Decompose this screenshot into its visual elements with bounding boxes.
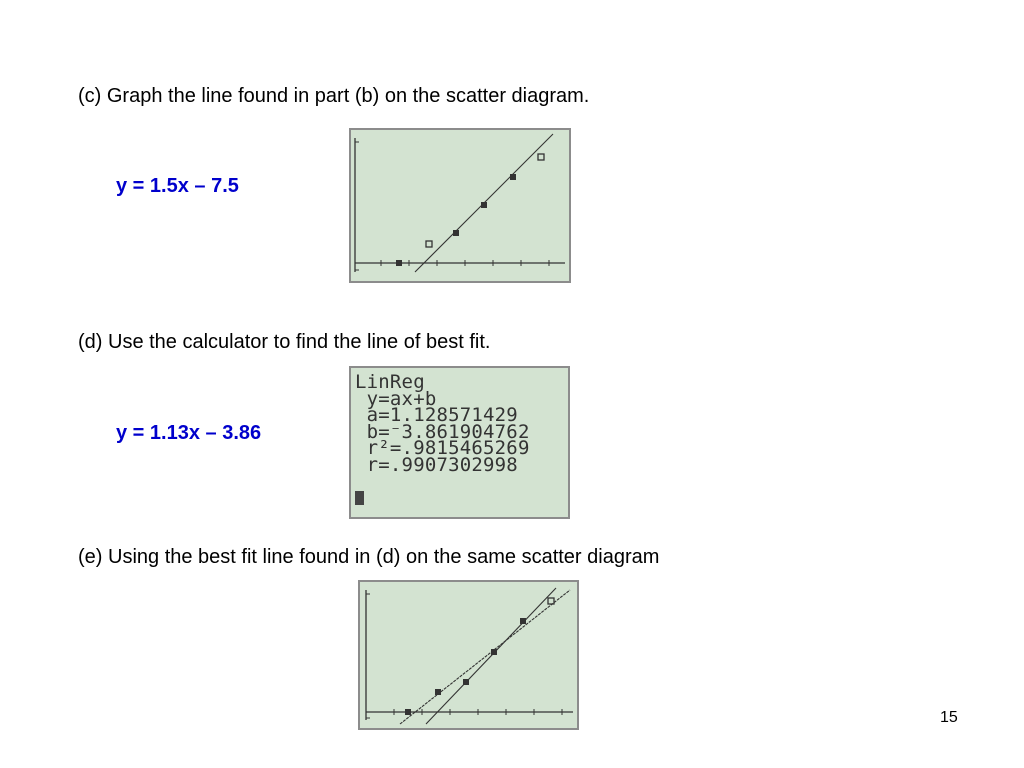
data-point xyxy=(453,230,459,236)
scatter-screen-e xyxy=(358,580,579,730)
linreg-r2: r²=.9815465269 xyxy=(355,437,530,459)
line-c xyxy=(426,588,556,724)
data-point-open xyxy=(548,598,554,604)
equation-d: y = 1.13x – 3.86 xyxy=(116,422,262,444)
part-c-text: (c) Graph the line found in part (b) on the scatter diagram. xyxy=(78,85,590,107)
page-number: 15 xyxy=(940,709,958,726)
linreg-r: r=.9907302998 xyxy=(355,453,518,476)
data-point-open xyxy=(538,154,544,160)
cursor-line xyxy=(355,491,568,508)
best-fit-line xyxy=(400,590,570,724)
linreg-title: LinReg xyxy=(355,371,425,393)
data-point xyxy=(491,649,497,655)
data-point xyxy=(481,202,487,208)
data-point-open xyxy=(426,241,432,247)
part-e-text: (e) Using the best fit line found in (d) on the same scatter diagram xyxy=(78,546,660,568)
linreg-b: b=⁻3.861904762 xyxy=(355,420,530,443)
data-point xyxy=(435,689,441,695)
data-point xyxy=(463,679,469,685)
equation-c: y = 1.5x – 7.5 xyxy=(116,175,239,197)
scatter-screen-c xyxy=(349,128,571,283)
part-d-text: (d) Use the calculator to find the line of best fit. xyxy=(78,331,491,353)
linreg-screen xyxy=(349,366,570,519)
data-point xyxy=(520,618,526,624)
scatter-plot-e xyxy=(360,582,577,728)
data-point xyxy=(405,709,411,715)
linreg-a: a=1.128571429 xyxy=(355,404,518,426)
data-point xyxy=(396,260,402,266)
data-point xyxy=(510,174,516,180)
linreg-model: y=ax+b xyxy=(355,387,437,410)
scatter-plot-c xyxy=(351,130,569,281)
cursor-block xyxy=(355,491,364,505)
